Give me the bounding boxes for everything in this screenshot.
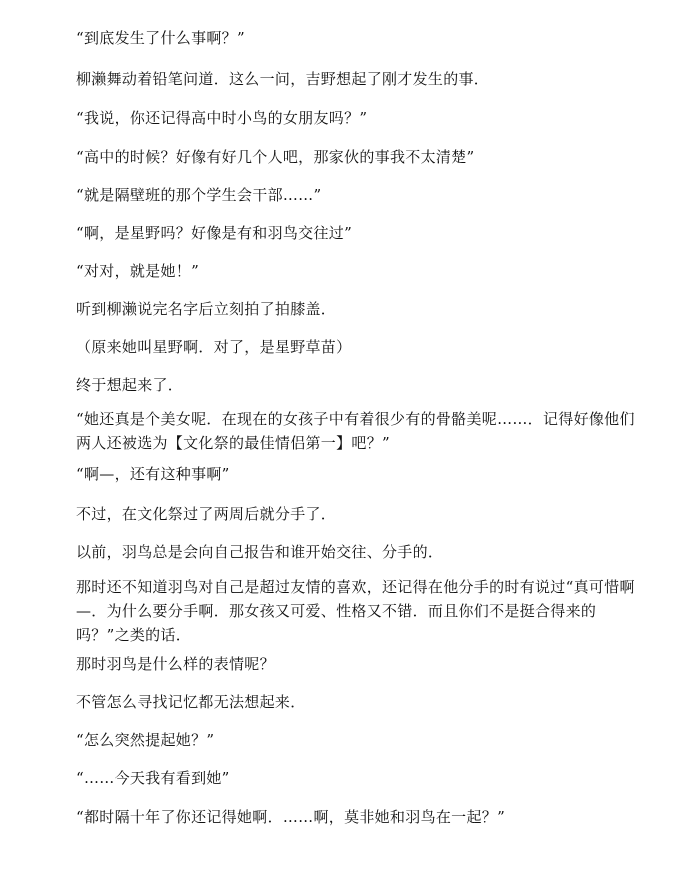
paragraph-7: “对对，就是她！” xyxy=(76,262,200,280)
paragraph-3: “我说，你还记得高中时小鸟的女朋友吗？” xyxy=(76,109,368,127)
paragraph-13: 不过，在文化祭过了两周后就分手了． xyxy=(76,505,337,523)
paragraph-18: “怎么突然提起她？” xyxy=(76,731,215,749)
paragraph-5: “就是隔壁班的那个学生会干部……” xyxy=(76,186,322,204)
paragraph-15: 那时还不知道羽鸟对自己是超过友情的喜欢，还记得在他分手的时有说过“真可惜啊—．为什么要分手啊．那女孩又可爱、性格又不错．而且你们不是挺合得来的吗？”之类的话． xyxy=(76,578,635,644)
paragraph-1: “到底发生了什么事啊？” xyxy=(76,29,245,47)
paragraph-2: 柳濑舞动着铅笔问道．这么一问，吉野想起了刚才发生的事． xyxy=(76,70,490,88)
paragraph-9: （原来她叫星野啊．对了，是星野草苗） xyxy=(76,338,352,356)
paragraph-4: “高中的时候？好像有好几个人吧，那家伙的事我不太清楚” xyxy=(76,148,475,166)
paragraph-11: “她还真是个美女呢．在现在的女孩子中有着很少有的骨骼美呢……．记得好像他们两人还被选为【文化祭的最佳情侣第一】吧？” xyxy=(76,410,635,452)
paragraph-16: 那时羽鸟是什么样的表情呢？ xyxy=(76,655,275,673)
paragraph-20: “都时隔十年了你还记得她啊．……啊，莫非她和羽鸟在一起？” xyxy=(76,808,506,826)
paragraph-19: “……今天我有看到她” xyxy=(76,769,230,787)
paragraph-6: “啊，是星野吗？好像是有和羽鸟交往过” xyxy=(76,224,353,242)
paragraph-8: 听到柳濑说完名字后立刻拍了拍膝盖． xyxy=(76,300,337,318)
paragraph-14: 以前，羽鸟总是会向自己报告和谁开始交往、分手的． xyxy=(76,543,444,561)
paragraph-12: “啊—，还有这种事啊” xyxy=(76,465,230,483)
paragraph-17: 不管怎么寻找记忆都无法想起来． xyxy=(76,693,306,711)
paragraph-10: 终于想起来了． xyxy=(76,376,184,394)
